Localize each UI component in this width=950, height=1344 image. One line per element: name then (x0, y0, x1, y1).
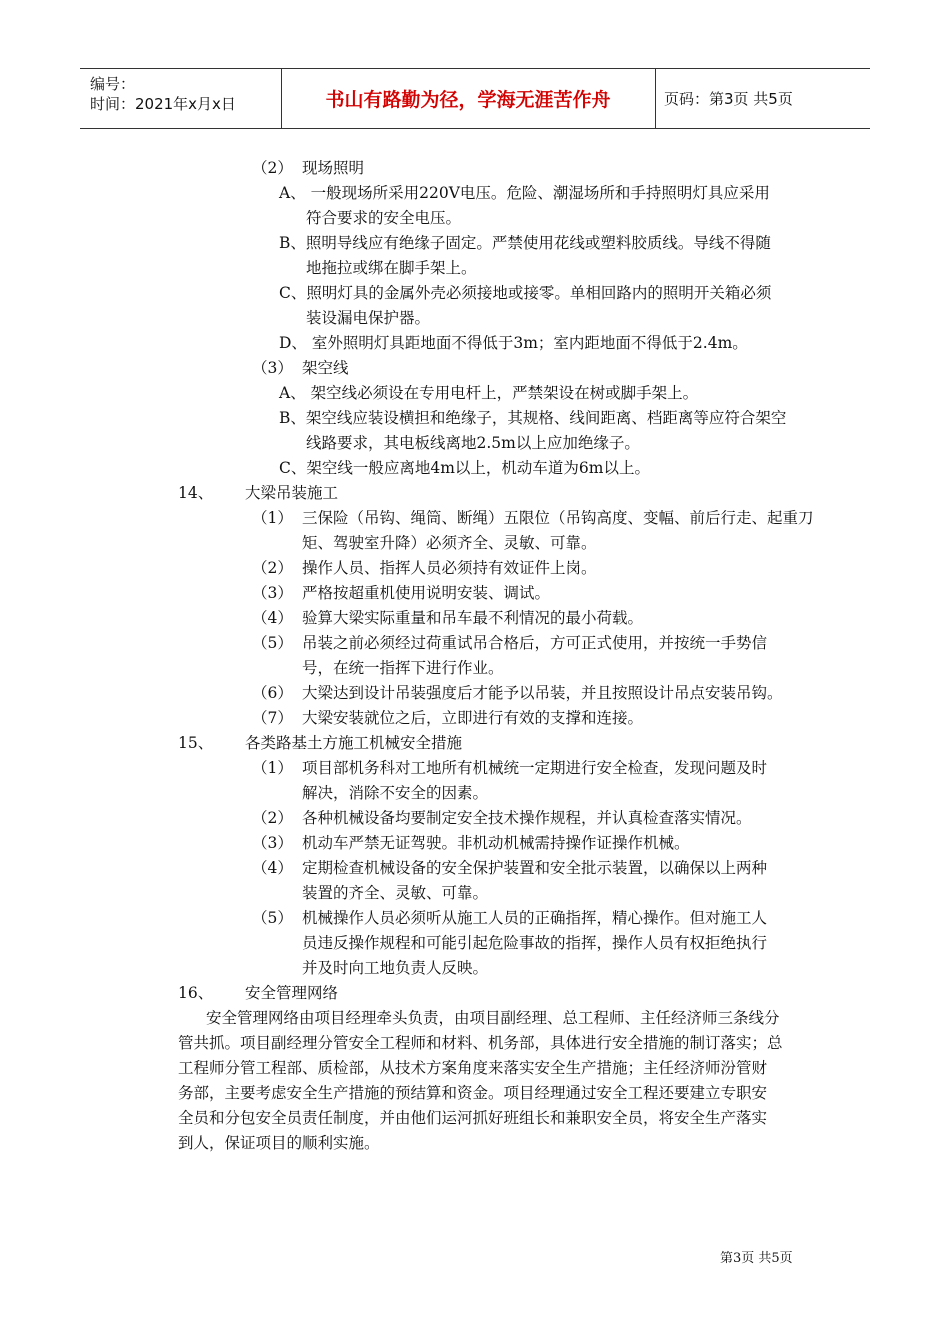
list-item: （4） 定期检查机械设备的安全保护装置和安全批示装置，以确保以上两种 (252, 859, 768, 877)
chapter-heading (0, 481, 950, 506)
list-item: （6） 大梁达到设计吊装强度后才能予以吊装，并且按照设计吊点安装吊钩。 (252, 684, 783, 702)
list-item: （5） 机械操作人员必须听从施工人员的正确指挥，精心操作。但对施工人 (252, 909, 768, 927)
paragraph-line: 全员和分包安全员责任制度，并由他们运河抓好班组长和兼职安全员，将安全生产落实 (178, 1109, 768, 1127)
list-item-continued: 装设漏电保护器。 (306, 309, 431, 327)
section-title: 现场照明 (302, 159, 365, 177)
list-item: A、 一般现场所采用220V电压。危险、潮湿场所和手持照明灯具应采用 (279, 184, 770, 202)
list-item: （3） 严格按超重机使用说明安装、调试。 (252, 584, 551, 602)
section-number: （3） (252, 359, 293, 377)
page-footer-number: 第3页 共5页 (720, 1251, 793, 1266)
chapter-heading (0, 981, 950, 1006)
list-item: B、照明导线应有绝缘子固定。严禁使用花线或塑料胶质线。导线不得随 (279, 234, 771, 252)
list-item: （1） 项目部机务科对工地所有机械统一定期进行安全检查，发现问题及时 (252, 759, 768, 777)
doc-time-label: 时间：2021年x月x日 (90, 95, 236, 113)
section-title: 架空线 (302, 359, 349, 377)
doc-code-label: 编号： (90, 75, 136, 93)
chapter-number: 15、 (178, 734, 214, 752)
list-item-continued: 员违反操作规程和可能引起危险事故的指挥，操作人员有权拒绝执行 (302, 934, 768, 952)
list-item: B、架空线应装设横担和绝缘子，其规格、线间距离、档距离等应符合架空 (279, 409, 787, 427)
paragraph-line: 管共抓。项目副经理分管安全工程师和材料、机务部，具体进行安全措施的制订落实；总 (178, 1034, 783, 1052)
chapter-title: 安全管理网络 (245, 984, 339, 1002)
list-item: C、照明灯具的金属外壳必须接地或接零。单相回路内的照明开关箱必须 (279, 284, 772, 302)
header-page-number: 页码：第3页 共5页 (664, 90, 793, 108)
paragraph-line: 安全管理网络由项目经理牵头负责，由项目副经理、总工程师、主任经济师三条线分 (206, 1009, 780, 1027)
chapter-title: 大梁吊装施工 (245, 484, 339, 502)
list-item-continued: 符合要求的安全电压。 (306, 209, 462, 227)
header-divider (655, 68, 656, 129)
list-item: （4） 验算大梁实际重量和吊车最不利情况的最小荷载。 (252, 609, 644, 627)
section-heading (0, 356, 950, 381)
paragraph-line: 务部，主要考虑安全生产措施的预结算和资金。项目经理通过安全工程还要建立专职安 (178, 1084, 768, 1102)
paragraph-line: 工程师分管工程部、质检部，从技术方案角度来落实安全生产措施；主任经济师汾管财 (178, 1059, 768, 1077)
section-number: （2） (252, 159, 293, 177)
list-item: D、 室外照明灯具距地面不得低于3m；室内距地面不得低于2.4m。 (279, 334, 748, 352)
list-item-continued: 装置的齐全、灵敏、可靠。 (302, 884, 489, 902)
list-item: （5） 吊装之前必须经过荷重试吊合格后，方可正式使用，并按统一手势信 (252, 634, 768, 652)
section-heading (0, 156, 950, 181)
list-item-continued: 解决，消除不安全的因素。 (302, 784, 489, 802)
list-item-continued: 地拖拉或绑在脚手架上。 (306, 259, 477, 277)
list-item-continued: 号，在统一指挥下进行作业。 (302, 659, 504, 677)
list-item-continued: 并及时向工地负责人反映。 (302, 959, 489, 977)
list-item: A、 架空线必须设在专用电杆上，严禁架设在树或脚手架上。 (279, 384, 699, 402)
chapter-number: 14、 (178, 484, 214, 502)
list-item: （7） 大梁安装就位之后，立即进行有效的支撑和连接。 (252, 709, 644, 727)
list-item: （3） 机动车严禁无证驾驶。非机动机械需持操作证操作机械。 (252, 834, 690, 852)
list-item-continued: 矩、驾驶室升降）必须齐全、灵敏、可靠。 (302, 534, 597, 552)
chapter-title: 各类路基土方施工机械安全措施 (245, 734, 463, 752)
document-body (0, 156, 950, 1156)
paragraph-line: 到人，保证项目的顺利实施。 (178, 1134, 380, 1152)
chapter-heading (0, 731, 950, 756)
list-item: C、架空线一般应离地4m以上，机动车道为6m以上。 (279, 459, 650, 477)
page-header (80, 68, 870, 129)
list-item: （2） 操作人员、指挥人员必须持有效证件上岗。 (252, 559, 597, 577)
header-motto: 书山有路勤为径，学海无涯苦作舟 (325, 89, 611, 111)
chapter-number: 16、 (178, 984, 214, 1002)
list-item: （1） 三保险（吊钩、绳筒、断绳）五限位（吊钩高度、变幅、前后行走、起重刀 (252, 509, 814, 527)
list-item-continued: 线路要求，其电板线离地2.5m以上应加绝缘子。 (306, 434, 640, 452)
list-item: （2） 各种机械设备均要制定安全技术操作规程，并认真检查落实情况。 (252, 809, 752, 827)
header-meta (90, 74, 280, 114)
